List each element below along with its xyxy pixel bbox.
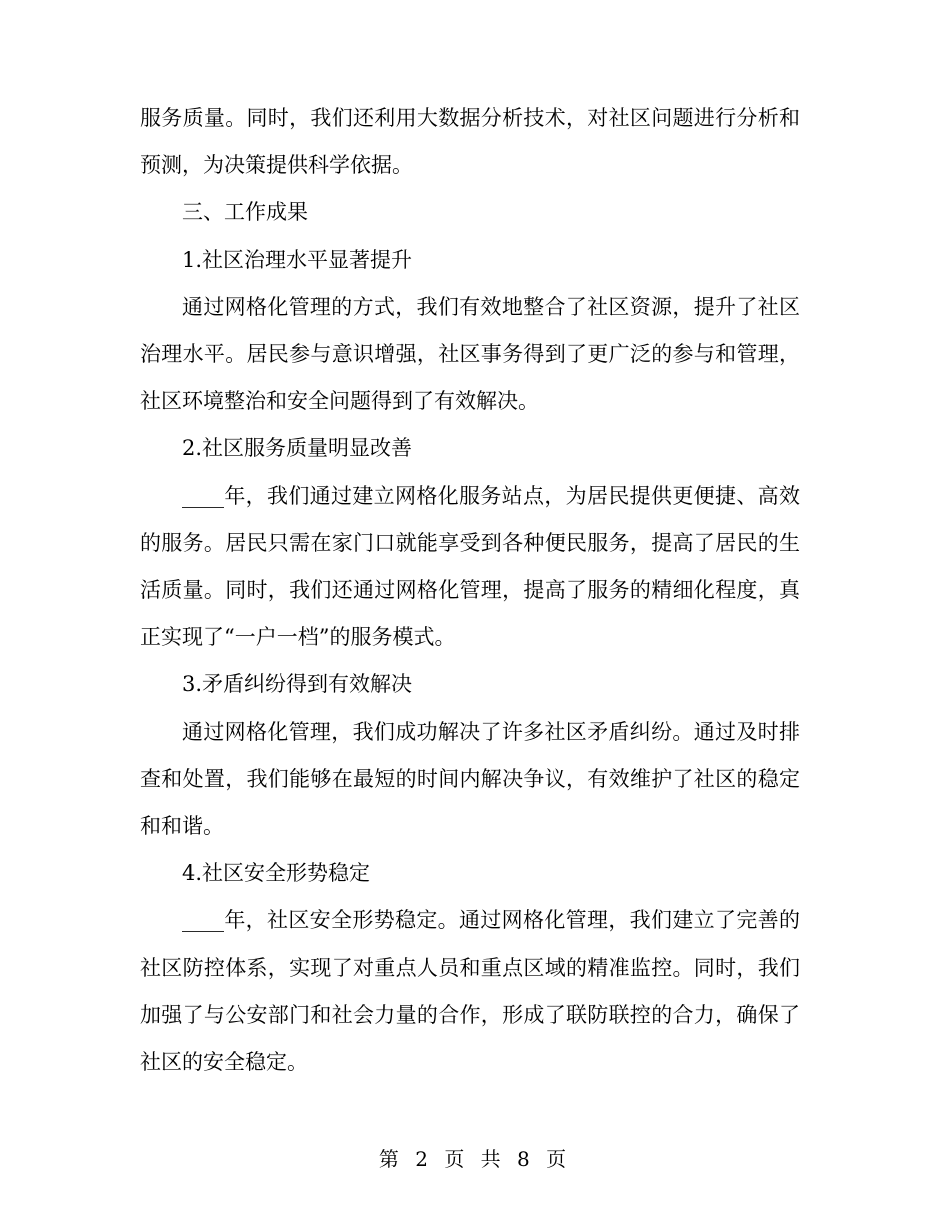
subheading-safety: 4.社区安全形势稳定 <box>182 861 371 886</box>
subheading-service-quality: 2.社区服务质量明显改善 <box>182 436 413 461</box>
paragraph-continuation: 服务质量。同时，我们还利用大数据分析技术，对社区问题进行分析和预测，为决策提供科学依据。 <box>140 106 800 178</box>
paragraph-service-quality: ____年，我们通过建立网格化服务站点，为居民提供更便捷、高效的服务。居民只需在家门口就能享受到各种便民服务，提高了居民的生活质量。同时，我们还通过网格化管理，提高了服务的精细化程度，真正实现了“一户一档”的服务模式。 <box>140 483 800 650</box>
paragraph-governance: 通过网格化管理的方式，我们有效地整合了社区资源，提升了社区治理水平。居民参与意识增强，社区事务得到了更广泛的参与和管理，社区环境整治和安全问题得到了有效解决。 <box>140 294 800 414</box>
paragraph-safety: ____年，社区安全形势稳定。通过网格化管理，我们建立了完善的社区防控体系，实现了对重点人员和重点区域的精准监控。同时，我们加强了与公安部门和社会力量的合作，形成了联防联控的合力，确保了社区的安全稳定。 <box>140 908 800 1075</box>
paragraph-disputes: 通过网格化管理，我们成功解决了许多社区矛盾纠纷。通过及时排查和处置，我们能够在最短的时间内解决争议，有效维护了社区的稳定和和谐。 <box>140 719 800 839</box>
document-body <box>140 95 800 1086</box>
subheading-disputes: 3.矛盾纠纷得到有效解决 <box>182 672 413 697</box>
page-number-footer: 第 2 页 共 8 页 <box>378 1147 572 1171</box>
section-heading-results: 三、工作成果 <box>182 200 308 225</box>
subheading-governance: 1.社区治理水平显著提升 <box>182 247 413 272</box>
